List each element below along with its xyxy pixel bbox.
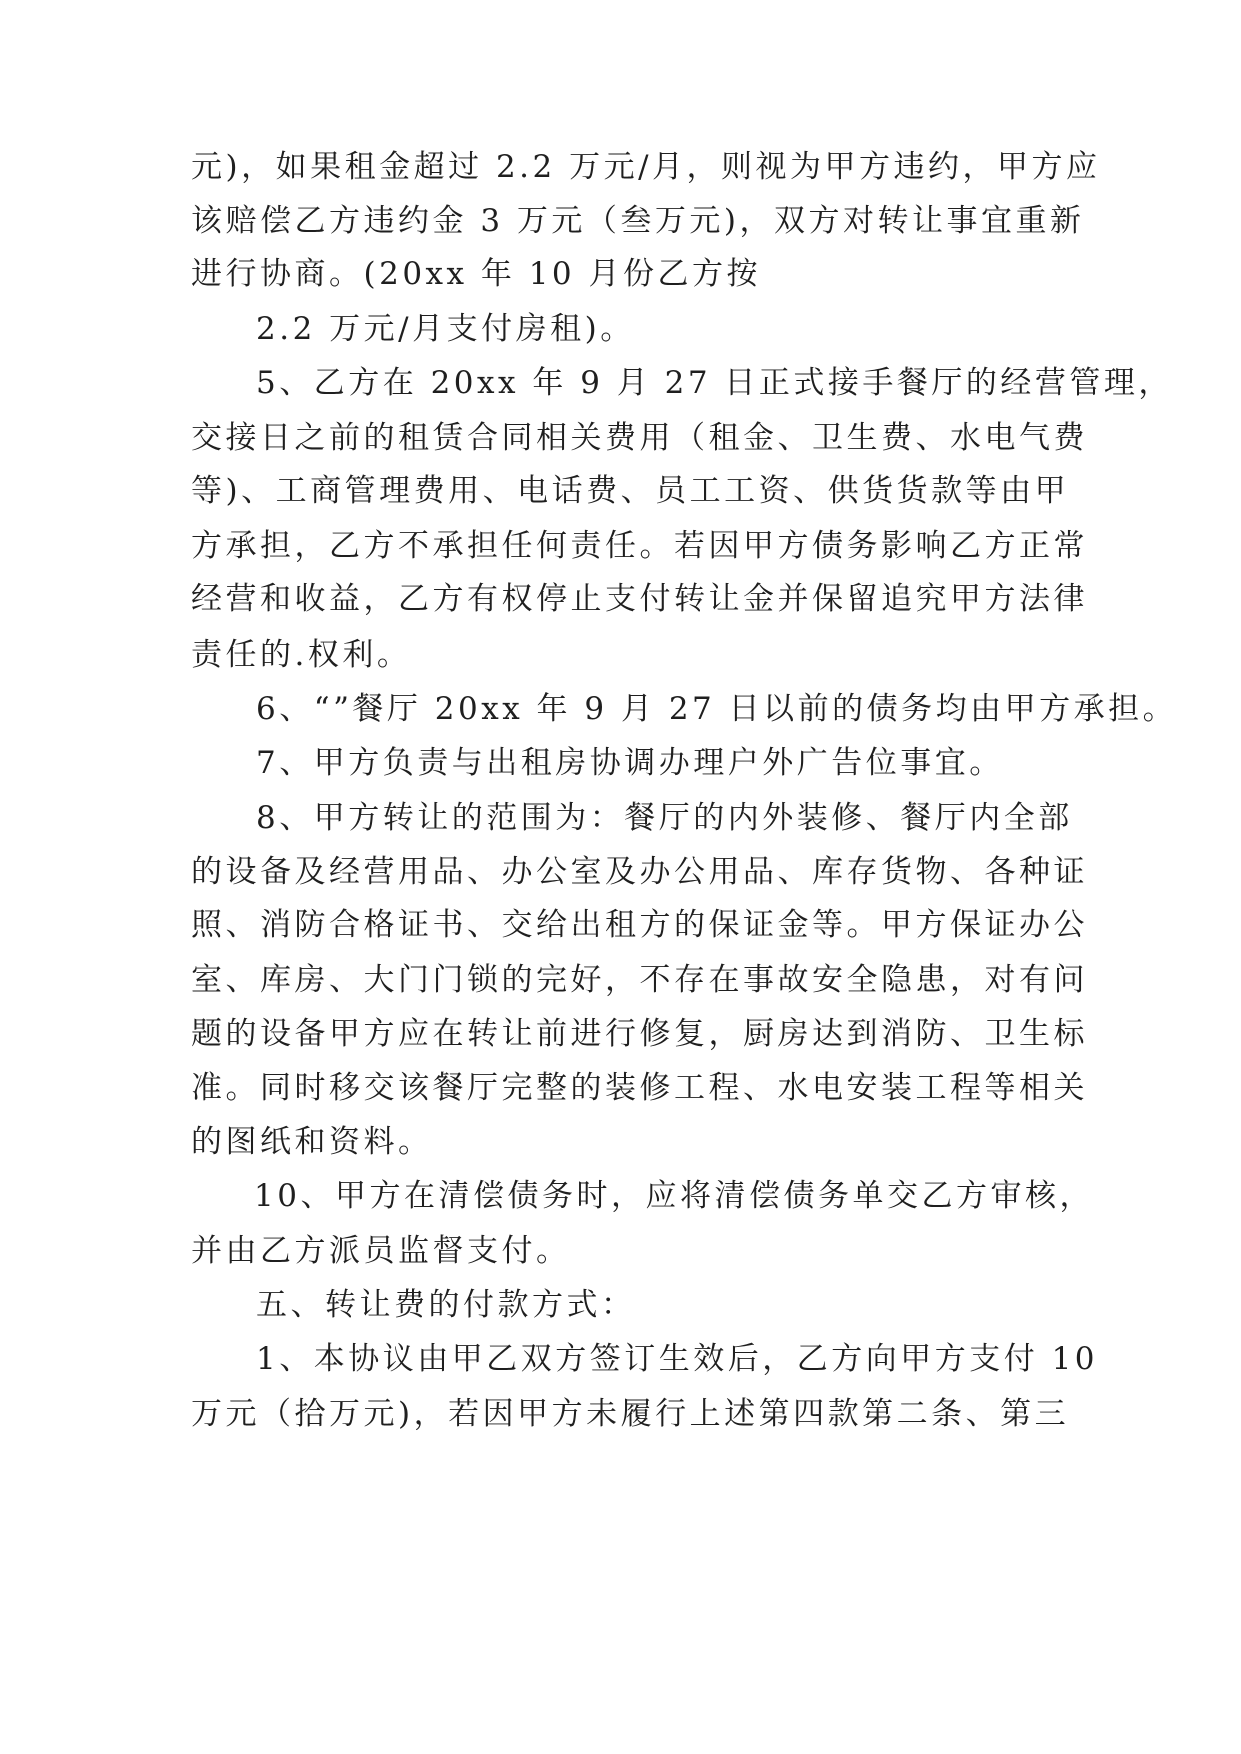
text-line: 万元（拾万元)，若因甲方未履行上述第四款第二条、第三: [191, 1396, 1070, 1432]
text-line: 1、本协议由甲乙双方签订生效后，乙方向甲方支付 10: [256, 1341, 1099, 1377]
text-line: 准。同时移交该餐厅完整的装修工程、水电安装工程等相关: [191, 1070, 1088, 1106]
text-line: 题的设备甲方应在转让前进行修复，厨房达到消防、卫生标: [191, 1016, 1088, 1052]
text-line: 元)，如果租金超过 2.2 万元/月，则视为甲方违约，甲方应: [191, 149, 1101, 185]
text-line: 6、“”餐厅 20xx 年 9 月 27 日以前的债务均由甲方承担。: [256, 691, 1178, 727]
text-line: 交接日之前的租赁合同相关费用（租金、卫生费、水电气费: [191, 420, 1088, 456]
text-line: 进行协商。(20xx 年 10 月份乙方按: [191, 256, 762, 292]
text-line: 责任的.权利。: [191, 637, 412, 673]
text-line: 五、转让费的付款方式：: [256, 1287, 636, 1323]
text-line: 的设备及经营用品、办公室及办公用品、库存货物、各种证: [191, 854, 1088, 890]
text-line: 10、甲方在清偿债务时，应将清偿债务单交乙方审核，: [254, 1178, 1094, 1214]
text-line: 经营和收益，乙方有权停止支付转让金并保留追究甲方法律: [191, 581, 1088, 617]
text-line: 的图纸和资料。: [191, 1124, 433, 1160]
text-line: 7、甲方负责与出租房协调办理户外广告位事宜。: [256, 745, 1004, 781]
text-line: 2.2 万元/月支付房租)。: [256, 311, 635, 347]
text-line: 并由乙方派员监督支付。: [191, 1233, 571, 1269]
text-line: 8、甲方转让的范围为：餐厅的内外装修、餐厅内全部: [256, 800, 1073, 836]
text-line: 方承担，乙方不承担任何责任。若因甲方债务影响乙方正常: [191, 528, 1088, 564]
text-line: 室、库房、大门门锁的完好，不存在事故安全隐患，对有问: [191, 962, 1088, 998]
text-line: 照、消防合格证书、交给出租方的保证金等。甲方保证办公: [191, 907, 1088, 943]
text-line: 5、乙方在 20xx 年 9 月 27 日正式接手餐厅的经营管理，: [256, 365, 1173, 401]
text-line: 等)、工商管理费用、电话费、员工工资、供货货款等由甲: [191, 473, 1070, 509]
text-line: 该赔偿乙方违约金 3 万元（叁万元)，双方对转让事宜重新: [191, 203, 1085, 239]
